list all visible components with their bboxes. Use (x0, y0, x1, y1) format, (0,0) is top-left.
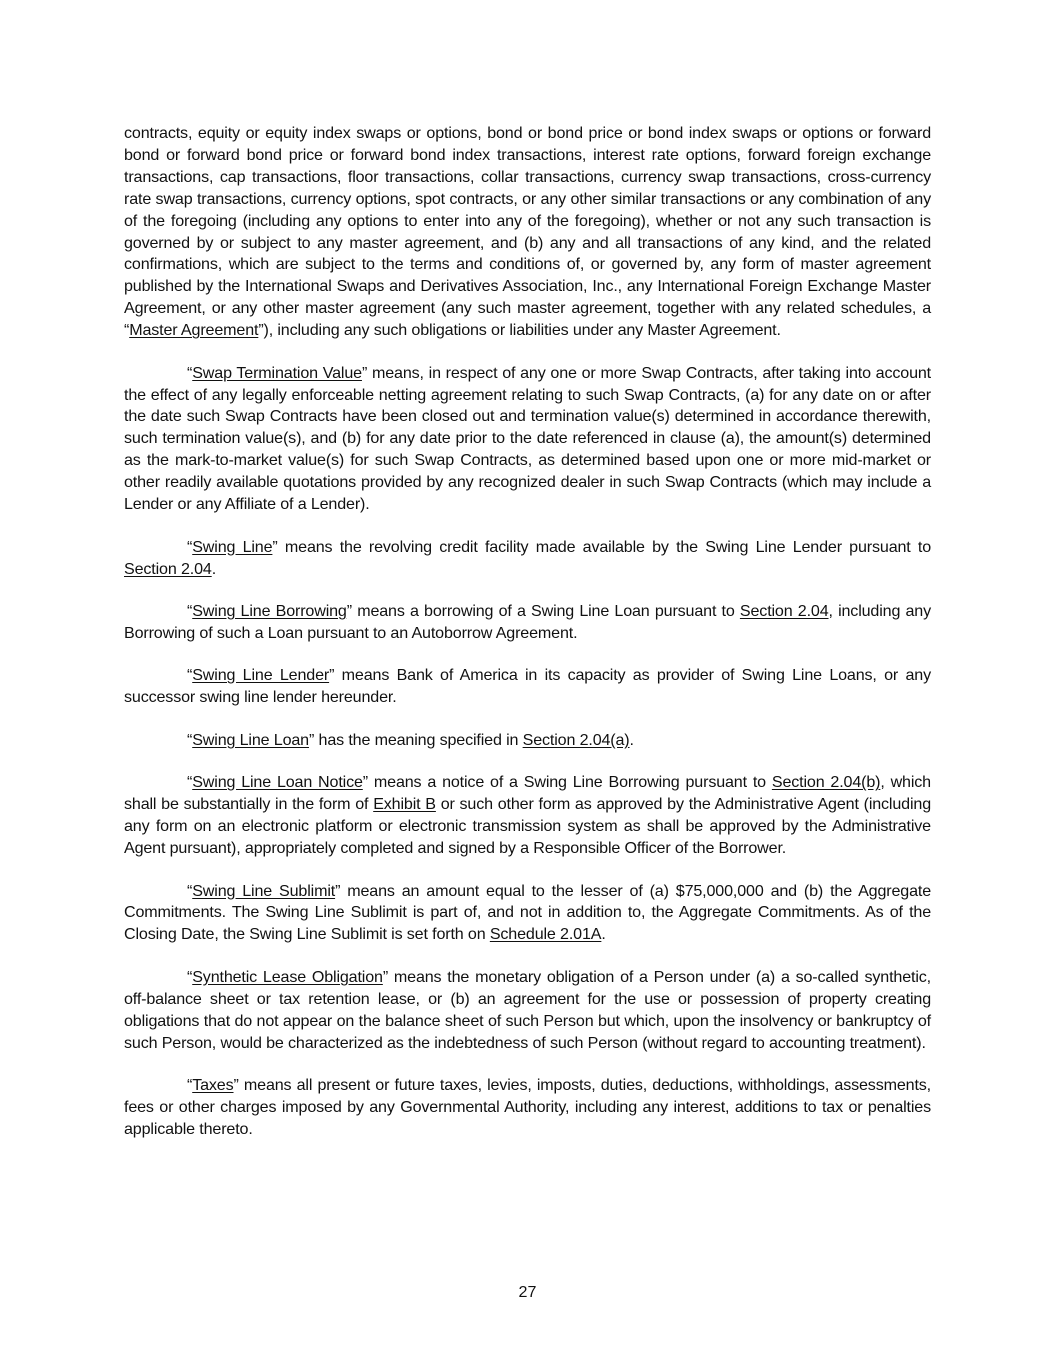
paragraph-text: ”), including any such obligations or liabilities under any Master Agreement. (258, 321, 781, 340)
definition-paragraph (124, 1075, 931, 1141)
paragraph-text: ” means a notice of a Swing Line Borrowing pursuant to (362, 773, 772, 792)
defined-term: Synthetic Lease Obligation (192, 967, 383, 986)
paragraph-text: contracts, equity or equity index swaps or options, bond or bond price or bond index swaps or options or forward bond or forward bond price or forward bond index transactions, interest rate options, forward foreign exchange transactions, cap transactions, floor transactions, collar transactions, currency swap transactions, cross-currency rate swap transactions, currency options, spot contracts, or any other similar transactions or any combination of any of the foregoing (including any options to enter into any of the foregoing), whether or not any such transaction is governed by or subject to any master agreement, and (b) any and all transactions of any kind, and the related confirmations, which are subject to the terms and conditions of, or governed by, any form of master agreement published by the International Swaps and Derivatives Association, Inc., any International Foreign Exchange Master Agreement, or any other master agreement (any such master agreement, together with any related schedules, a “ (124, 124, 931, 340)
paragraph-text: or such other form as approved by the Administrative Agent (including any form on an electronic platform or electronic transmission system as shall be approved by the Administrative Agent pursuant), appropriately completed and signed by a Responsible Officer of the Borrower. (124, 795, 931, 858)
definition-paragraph (124, 772, 931, 860)
defined-term: Swing Line Lender (192, 666, 330, 685)
paragraph-text: “ (187, 773, 193, 792)
paragraph-text: ” means the revolving credit facility made available by the Swing Line Lender pursuant to (272, 537, 932, 556)
defined-term: Schedule 2.01A (489, 925, 602, 944)
paragraph-text: “ (187, 537, 193, 556)
definition-paragraph (124, 363, 931, 516)
defined-term: Exhibit B (373, 795, 436, 814)
defined-term: Swing Line Loan Notice (192, 773, 363, 792)
defined-term: Section 2.04(b) (771, 773, 881, 792)
paragraph-text: “ (187, 967, 193, 986)
continued-paragraph (124, 123, 931, 342)
paragraph-text: “ (187, 881, 193, 900)
paragraph-text: “ (187, 602, 193, 620)
definition-paragraph (124, 665, 931, 709)
definition-paragraph (124, 537, 931, 581)
paragraph-text: ” means a borrowing of a Swing Line Loan pursuant to (346, 602, 740, 620)
defined-term: Master Agreement (129, 321, 259, 340)
definition-paragraph (124, 967, 931, 1055)
defined-term: Swing Line (192, 537, 273, 556)
defined-term: Section 2.04 (124, 559, 212, 578)
paragraph-text: “ (187, 1076, 193, 1095)
definition-paragraph (124, 601, 931, 645)
document-body (124, 123, 931, 1161)
paragraph-text: . (211, 559, 217, 578)
defined-term: Swing Line Sublimit (192, 881, 336, 900)
defined-term: Swing Line Loan (192, 730, 309, 749)
paragraph-text: , which shall be substantially in the form of (124, 773, 931, 814)
paragraph-text: , including any Borrowing of such a Loan pursuant to an Autoborrow Agreement. (124, 602, 931, 642)
defined-term: Taxes (192, 1076, 234, 1095)
defined-term: Section 2.04(a) (522, 730, 630, 749)
paragraph-text: “ (187, 666, 193, 685)
paragraph-text: ” means an amount equal to the lesser of (a) $75,000,000 and (b) the Aggregate Commitments. The Swing Line Sublimit is part of, and not in addition to, the Aggregate Commitments. As of the Closing Date, the Swing Line Sublimit is set forth on (124, 881, 931, 944)
definition-paragraph (124, 730, 931, 752)
page-number: 27 (518, 1283, 537, 1301)
paragraph-text: “ (187, 363, 193, 382)
defined-term: Swap Termination Value (192, 363, 362, 382)
paragraph-text: ” means the monetary obligation of a Person under (a) a so-called synthetic, off-balance sheet or tax retention lease, or (b) an agreement for the use or possession of property creating obligations that do not appear on the balance sheet of such Person but which, upon the insolvency or bankruptcy of such Person, would be characterized as the indebtedness of such Person (without regard to accounting treatment). (124, 967, 931, 1052)
paragraph-text: ” means Bank of America in its capacity as provider of Swing Line Loans, or any successor swing line lender hereunder. (124, 666, 931, 707)
definition-paragraph (124, 881, 931, 947)
defined-term: Swing Line Borrowing (192, 602, 347, 620)
paragraph-text: “ (187, 730, 193, 749)
paragraph-text: ” means all present or future taxes, levies, imposts, duties, deductions, withholdings, assessments, fees or other charges imposed by any Governmental Authority, including any interest, additions to tax or penalties applicable thereto. (124, 1076, 931, 1138)
paragraph-text: ” has the meaning specified in (308, 730, 523, 749)
paragraph-text: ” means, in respect of any one or more Swap Contracts, after taking into account the effect of any legally enforceable netting agreement relating to such Swap Contracts, (a) for any date on or after the date such Swap Contracts have been closed out and termination value(s) determined in accordance therewith, such termination value(s), and (b) for any date prior to the date referenced in clause (a), the amount(s) determined as the mark-to-market value(s) for such Swap Contracts, as determined based upon one or more mid-market or other readily available quotations provided by any recognized dealer in such Swap Contracts (which may include a Lender or any Affiliate of a Lender). (124, 363, 931, 514)
defined-term: Section 2.04 (739, 602, 829, 620)
paragraph-text: . (601, 925, 606, 944)
paragraph-text: . (629, 730, 634, 749)
